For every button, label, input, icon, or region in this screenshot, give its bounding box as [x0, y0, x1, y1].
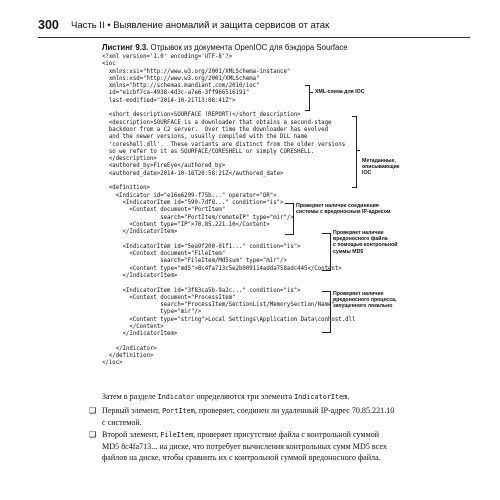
code-line: <Content type="IP">70.85.221.10</Content>	[102, 221, 270, 228]
code-line: </Indicator>	[102, 345, 157, 352]
code-line: <description>SOURFACE is a downloader that obtains a second-stage	[102, 119, 332, 126]
bullet1-text-a: Первый элемент,	[102, 406, 163, 415]
code-line: </IndicatorItem>	[102, 331, 178, 338]
code-line: </definition>	[102, 353, 154, 360]
bullet2-text-b: , проверяет присутствие файла с контрольной суммой	[193, 430, 380, 439]
annotation-check-md5-line3: с помощью контрольной	[333, 242, 398, 249]
code-line: </IndicatorItem>	[102, 229, 178, 236]
code-line: 'coreshell.dll'. These variants are distinct from the older versions	[102, 141, 346, 148]
code-line: <IndicatorItem id="590-7df8..." condition="is">	[102, 199, 284, 206]
intro-text-end: .	[347, 392, 350, 401]
code-line: </ioc>	[102, 360, 123, 367]
listing-label: Листинг 9.3.	[102, 43, 149, 52]
intro-paragraph	[102, 391, 432, 403]
code-line: xmlns:xsd="http://www.w3.org/2001/XMLSchema"	[102, 75, 260, 82]
brace-check-md5	[322, 233, 331, 271]
code-line: backdoor from a C2 server. Over time the downloader has evolved	[102, 126, 328, 133]
bullet-item-1	[102, 405, 432, 428]
code-line: xmlns:xsi="http://www.w3.org/2001/XMLSchema-instance"	[102, 68, 291, 75]
annotation-xml-schema-text: XML-схема для IOC	[315, 89, 365, 95]
code-line: </description>	[102, 156, 157, 163]
bullet2-text-a: Второй элемент,	[102, 430, 161, 439]
annotation-check-ip-line2: системы с вредоносным IP-адресом	[296, 209, 391, 216]
code-line: <authored_by>FireEye</authored_by>	[102, 163, 226, 170]
bullet2-code: FileItem	[160, 431, 194, 439]
page-number: 300	[38, 18, 59, 32]
code-line: xmlns="http://schemas.mandiant.com/2010/ioc"	[102, 83, 260, 90]
bullet1-line2: с системой.	[102, 418, 142, 428]
annotation-check-ip-line1: Проверяет наличие соединения	[296, 203, 379, 209]
code-line: <IndicatorItem id="3f83ca5b-9a2c..." condition="is">	[102, 287, 301, 294]
running-head: Часть II • Выявление аномалий и защита сервисов от атак	[71, 20, 330, 31]
brace-tick-metadata	[356, 150, 360, 151]
bullet-item-2	[102, 429, 432, 464]
code-line: last-modified="2014-10-21T13:08:41Z">	[102, 97, 236, 104]
code-line: <IndicatorItem id="5ea9f200-01f1..." condition="is">	[102, 243, 301, 250]
listing-caption-text: Отрывок из документа OpenIOC для бэкдора Sourface	[148, 43, 348, 52]
brace-xml-schema	[305, 85, 310, 111]
code-line: <Content type="string">Local Settings\Application Data\conhost.dll	[102, 316, 356, 323]
annotation-check-process-line3: запущенного локально	[333, 303, 393, 310]
code-line: search="FileItem/Md5sum" type="mir"/>	[102, 258, 287, 265]
annotation-metadata-line3: IOC	[362, 170, 372, 177]
intro-code-indicator: Indicator	[157, 393, 195, 401]
annotation-metadata-line1: Метаданные,	[362, 158, 396, 164]
code-line: and the newer versions, usually compiled with the DLL name	[102, 134, 308, 141]
bullet2-line3: файлов на диске, чтобы сравнить их с контрольной суммой вредоносного файла.	[102, 453, 381, 463]
code-line: id="e1cbf7ca-4938-4d3c-a7e6-3ff966516191"	[102, 90, 250, 97]
code-line: <Context document="FileItem"	[102, 251, 226, 258]
brace-check-ip	[285, 203, 294, 235]
code-line: <definition>	[102, 185, 150, 192]
annotation-check-md5-line2: вредоносного файла	[333, 236, 388, 243]
code-line	[102, 105, 402, 112]
code-line	[102, 178, 402, 185]
annotation-check-md5-line1: Проверяет наличие	[333, 230, 384, 236]
bullet1-text-b: , проверяет, соединен ли удаленный IP-адрес 70.85.221.10	[194, 406, 395, 415]
annotation-check-process-line2: вредоносного процесса,	[333, 297, 397, 304]
code-line: <ioc	[102, 61, 116, 68]
code-line: <authored_date>2014-10-16T20:58:21Z</authored_date>	[102, 170, 284, 177]
intro-code-indicatoritem: IndicatorItem	[294, 393, 348, 401]
code-line: </Content>	[102, 323, 164, 330]
code-line: type="mir"/>	[102, 309, 202, 316]
brace-metadata	[352, 116, 357, 188]
annotation-check-process-line1: Проверяет наличие	[333, 291, 384, 297]
code-line: search="ProcessItem/SectionList/MemorySection/Name"	[102, 302, 335, 309]
annotation-metadata	[362, 158, 400, 177]
code-line: <?xml version='1.0' encoding='UTF-8'?>	[102, 54, 233, 60]
bullet-marker-1: ❑	[89, 406, 97, 415]
code-line: so we refer to it as SOURFACE/CORESHELL or simply CORESHELL.	[102, 148, 315, 155]
code-line: search="PortItem/remoteIP" type="mir"/>	[102, 214, 294, 221]
code-line: <Context document="PortItem"	[102, 207, 226, 214]
code-line	[102, 280, 402, 287]
bullet2-line2: MD5 8c4fa713... на диске, что потребует вычисления контрольных сумм MD5 всех	[102, 442, 387, 452]
brace-check-process	[322, 291, 331, 333]
code-line: <Content type="md5">8c4fa713c5e2b009114adda758adc445</Content>	[102, 265, 342, 272]
annotation-metadata-line2: описывающие	[362, 164, 400, 171]
page-header	[38, 17, 470, 38]
annotation-xml-schema	[315, 89, 364, 95]
bullet1-line1	[102, 405, 432, 417]
bullet2-line1	[102, 429, 432, 441]
annotation-check-md5	[333, 230, 398, 255]
code-line: <Indicator id="e16e6299-f75b..." operator="OR">	[102, 192, 277, 199]
code-line	[102, 339, 402, 346]
bullet1-code: PortItem	[162, 407, 195, 415]
bullet-marker-2: ❑	[89, 430, 97, 439]
brace-tick-xml-schema	[309, 92, 313, 93]
code-line: <Context document="ProcessItem"	[102, 294, 236, 301]
code-line: </IndicatorItem>	[102, 272, 178, 279]
code-line: <short_description>SOURFACE (REPORT)</short_description>	[102, 112, 301, 119]
annotation-check-process	[333, 291, 396, 310]
intro-text-before: Затем в разделе	[102, 392, 158, 401]
annotation-check-ip	[296, 203, 391, 215]
listing-caption	[102, 43, 348, 52]
annotation-check-md5-line4: суммы MD5	[333, 248, 364, 255]
intro-text-middle: определяются три элемента	[194, 392, 295, 401]
